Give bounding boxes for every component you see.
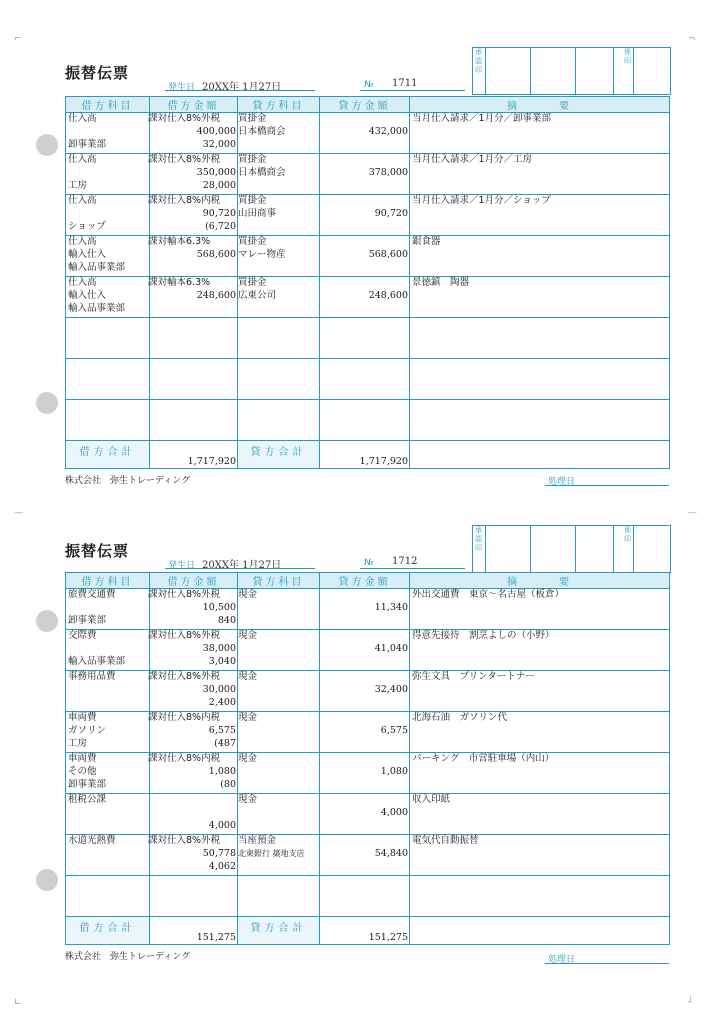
credit-account: 買掛金 <box>238 154 267 165</box>
debit-total-label: 借方合計 <box>79 923 136 934</box>
no-value: 1711 <box>392 78 418 89</box>
debit-sub: 卸事業部 <box>68 615 107 626</box>
debit-total-label: 借方合計 <box>79 447 136 458</box>
no-label: № <box>364 558 374 568</box>
memo: 外出交通費 東京～名古屋（板倉） <box>412 589 565 600</box>
debit-account: 交際費 <box>68 630 97 641</box>
debit-amount: 30,000 <box>202 684 236 695</box>
credit-total-label: 貸方合計 <box>250 923 307 934</box>
table-row <box>66 712 670 753</box>
debit-account-2: 輸入仕入 <box>68 249 107 260</box>
debit-account-2: 輸入仕入 <box>68 290 107 301</box>
debit-amount: 38,000 <box>202 643 236 654</box>
credit-account: 買掛金 <box>238 236 267 247</box>
credit-total: 1,717,920 <box>359 456 408 467</box>
debit-account: 事務用品費 <box>68 671 116 682</box>
table-row <box>66 277 670 318</box>
debit-account-2: その他 <box>68 766 97 777</box>
crop-mark: ┘ <box>688 998 694 1008</box>
stamp-label-approve: 承認印 <box>475 48 482 74</box>
credit-account: 現金 <box>238 712 258 723</box>
debit-sub: 輸入品事業部 <box>68 303 126 314</box>
table-row <box>66 630 670 671</box>
credit-account: 買掛金 <box>238 113 267 124</box>
debit-tax: 28,000 <box>202 180 236 191</box>
debit-account: 仕入高 <box>68 195 97 206</box>
stamp-box <box>472 525 671 573</box>
debit-account: 仕入高 <box>68 236 97 247</box>
credit-sub: 山田商事 <box>238 208 277 219</box>
binder-hole <box>36 610 58 632</box>
credit-account: 現金 <box>238 753 258 764</box>
header-debit-amount: 借方金額 <box>150 573 238 589</box>
journal-table <box>65 96 670 469</box>
crop-mark: ⌐ <box>14 34 22 44</box>
debit-amount: 350,000 <box>196 167 236 178</box>
credit-sub: マレー物産 <box>238 249 286 260</box>
credit-amount: 6,575 <box>380 725 408 736</box>
table-row <box>66 236 670 277</box>
memo: パーキング 市営駐車場（内山） <box>412 753 555 764</box>
debit-sub: 工房 <box>68 738 88 749</box>
stamp-label-approve: 承認印 <box>475 526 482 552</box>
date-value: 20XX年 1月27日 <box>202 560 282 571</box>
header-debit-account: 借方科目 <box>66 573 150 589</box>
credit-sub: 広東公司 <box>238 290 277 301</box>
debit-tax: 2,400 <box>208 697 236 708</box>
debit-amount: 10,500 <box>202 602 236 613</box>
empty-row <box>66 400 670 441</box>
credit-sub: 日本橋商会 <box>238 126 286 137</box>
debit-account: 仕入高 <box>68 113 97 124</box>
credit-sub: 日本橋商会 <box>238 167 286 178</box>
debit-amount: 400,000 <box>196 126 236 137</box>
debit-sub: 卸事業部 <box>68 779 107 790</box>
empty-row <box>66 359 670 400</box>
credit-amount: 248,600 <box>368 290 408 301</box>
debit-amount: 4,000 <box>208 820 236 831</box>
debit-tax: 3,040 <box>208 656 236 667</box>
credit-account: 当座預金 <box>238 835 277 846</box>
header-credit-amount: 貸方金額 <box>320 573 410 589</box>
credit-amount: 32,400 <box>374 684 408 695</box>
credit-total: 151,275 <box>368 932 408 943</box>
table-row <box>66 835 670 876</box>
tax-class: 課対仕入8%外税 <box>148 589 221 600</box>
debit-account: 仕入高 <box>68 277 97 288</box>
process-date-label: 処理日 <box>548 955 576 965</box>
credit-amount: 4,000 <box>380 807 408 818</box>
table-row <box>66 154 670 195</box>
debit-amount: 90,720 <box>202 208 236 219</box>
tax-class: 課対仕入8%内税 <box>148 753 221 764</box>
debit-sub: 輸入品事業部 <box>68 262 126 273</box>
memo: 得意先接待 割烹よしの（小野） <box>412 630 555 641</box>
credit-account: 買掛金 <box>238 277 267 288</box>
credit-amount: 432,000 <box>368 126 408 137</box>
tax-class: 課対輸本6.3% <box>148 236 211 247</box>
stamp-label-staff: 係印 <box>624 526 631 543</box>
debit-tax: (80 <box>220 779 236 790</box>
debit-total: 1,717,920 <box>187 456 236 467</box>
header-credit-account: 貸方科目 <box>238 573 320 589</box>
debit-account: 仕入高 <box>68 154 97 165</box>
binder-hole <box>36 134 58 156</box>
table-row <box>66 113 670 154</box>
credit-amount: 54,840 <box>374 848 408 859</box>
memo: 当月仕入請求／1月分／卸事業部 <box>412 113 552 124</box>
debit-total: 151,275 <box>196 932 236 943</box>
voucher-title: 振替伝票 <box>65 64 130 82</box>
memo: 収入印紙 <box>412 794 451 805</box>
header-memo: 摘 要 <box>410 97 670 113</box>
debit-amount: 568,600 <box>196 249 236 260</box>
tax-class: 課対仕入8%外税 <box>148 154 221 165</box>
tax-class: 課対仕入8%外税 <box>148 835 221 846</box>
binder-hole <box>36 869 58 891</box>
header-credit-account: 貸方科目 <box>238 97 320 113</box>
binder-hole <box>36 392 58 414</box>
empty-row <box>66 318 670 359</box>
voucher-1 <box>0 0 728 510</box>
table-row <box>66 753 670 794</box>
debit-account: 水道光熱費 <box>68 835 116 846</box>
credit-amount: 1,080 <box>380 766 408 777</box>
debit-tax: 840 <box>217 615 236 626</box>
tax-class: 課対仕入8%内税 <box>148 712 221 723</box>
voucher-title: 振替伝票 <box>65 542 130 560</box>
debit-sub: 工房 <box>68 180 88 191</box>
date-label: 発生日 <box>168 561 196 571</box>
debit-account: 租税公課 <box>68 794 107 805</box>
debit-tax: 4,062 <box>208 861 236 872</box>
memo: 弥生文具 プリンタートナー <box>412 671 535 682</box>
stamp-box <box>472 47 671 95</box>
debit-account: 車両費 <box>68 753 97 764</box>
date-value: 20XX年 1月27日 <box>202 82 282 93</box>
debit-amount: 50,778 <box>202 848 236 859</box>
header-memo: 摘 要 <box>410 573 670 589</box>
debit-tax: (487 <box>214 738 236 749</box>
debit-amount: 1,080 <box>208 766 236 777</box>
table-row <box>66 195 670 236</box>
crop-mark: ∟ <box>14 998 22 1008</box>
process-date-label: 処理日 <box>548 477 576 487</box>
voucher-2 <box>0 512 728 1022</box>
debit-account-2: ガソリン <box>68 725 107 736</box>
table-row <box>66 794 670 835</box>
tax-class: 課対仕入8%外税 <box>148 113 221 124</box>
totals-row <box>66 441 670 469</box>
memo: 景徳鎮 陶器 <box>412 277 470 288</box>
table-row <box>66 589 670 630</box>
date-label: 発生日 <box>168 83 196 93</box>
tax-class: 課対仕入8%外税 <box>148 671 221 682</box>
debit-sub: 輸入品事業部 <box>68 656 126 667</box>
journal-table <box>65 572 670 945</box>
credit-account: 現金 <box>238 794 258 805</box>
credit-amount: 90,720 <box>374 208 408 219</box>
crop-mark: — <box>14 508 23 518</box>
empty-row <box>66 876 670 917</box>
crop-mark: — <box>688 508 697 518</box>
credit-sub: 北東銀行 築地支店 <box>238 849 305 858</box>
debit-amount: 6,575 <box>208 725 236 736</box>
memo: 当月仕入請求／1月分／ショップ <box>412 195 551 206</box>
debit-sub: 卸事業部 <box>68 139 107 150</box>
memo: 当月仕入請求／1月分／工房 <box>412 154 533 165</box>
no-label: № <box>364 80 374 90</box>
debit-tax: (6,720 <box>205 221 236 232</box>
no-value: 1712 <box>392 556 418 567</box>
tax-class: 課対仕入8%内税 <box>148 195 221 206</box>
debit-sub: ショップ <box>68 221 106 232</box>
memo: 銀食器 <box>412 236 441 247</box>
credit-amount: 568,600 <box>368 249 408 260</box>
crop-mark: ¬ <box>688 34 696 44</box>
credit-total-label: 貸方合計 <box>250 447 307 458</box>
table-row <box>66 671 670 712</box>
credit-account: 現金 <box>238 630 258 641</box>
credit-account: 現金 <box>238 589 258 600</box>
tax-class: 課対輸本6.3% <box>148 277 211 288</box>
credit-amount: 378,000 <box>368 167 408 178</box>
totals-row <box>66 917 670 945</box>
credit-account: 現金 <box>238 671 258 682</box>
debit-account: 旅費交通費 <box>68 589 116 600</box>
header-credit-amount: 貸方金額 <box>320 97 410 113</box>
company-name: 株式会社 弥生トレーディング <box>65 476 191 486</box>
debit-account: 車両費 <box>68 712 97 723</box>
tax-class: 課対仕入8%外税 <box>148 630 221 641</box>
memo: 電気代自動振替 <box>412 835 479 846</box>
debit-tax: 32,000 <box>202 139 236 150</box>
credit-account: 買掛金 <box>238 195 267 206</box>
credit-amount: 41,040 <box>374 643 408 654</box>
stamp-label-staff: 係印 <box>624 48 631 65</box>
debit-amount: 248,600 <box>196 290 236 301</box>
company-name: 株式会社 弥生トレーディング <box>65 952 191 962</box>
memo: 北海石油 ガソリン代 <box>412 712 508 723</box>
header-debit-amount: 借方金額 <box>150 97 238 113</box>
header-debit-account: 借方科目 <box>66 97 150 113</box>
credit-amount: 11,340 <box>374 602 408 613</box>
